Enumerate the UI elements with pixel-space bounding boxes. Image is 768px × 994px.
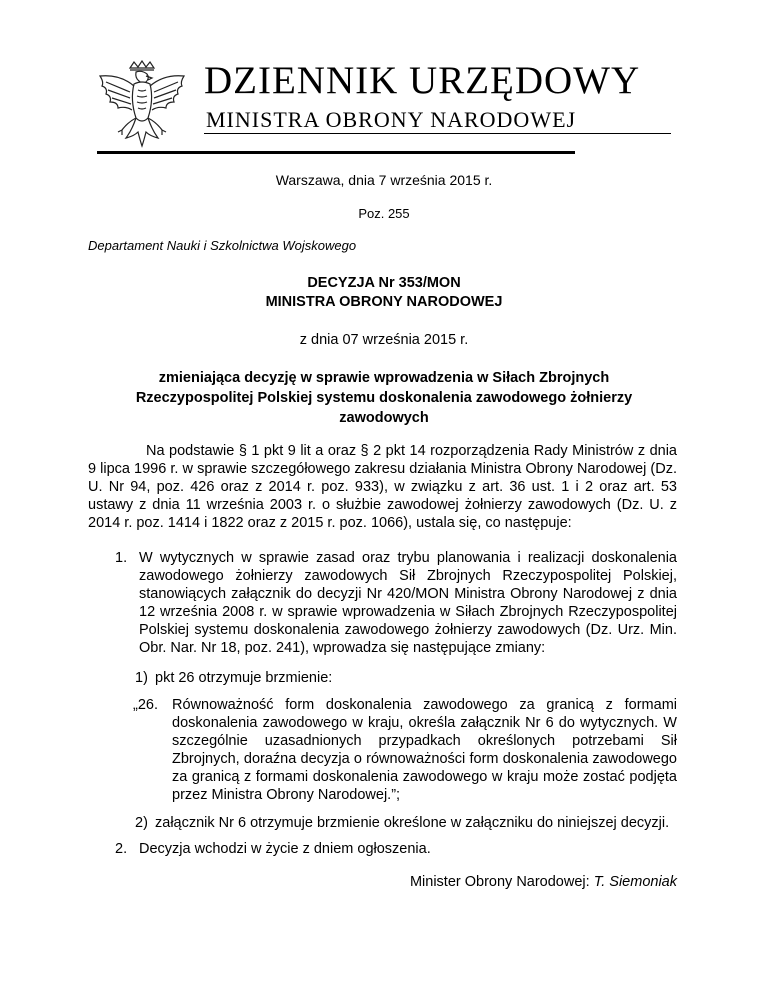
intro-paragraph: Na podstawie § 1 pkt 9 lit a oraz § 2 pkt 14 rozporządzenia Rady Ministrów z dnia 9 lipca 1996 r. w sprawie szczegółowego zakresu działania Ministra Obrony Narodowej (Dz. U. Nr 94, poz. 426 oraz z 2014 r. poz. 933), w związku z art. 36 ust. 1 i 2 oraz art. 53 ustawy z dnia 11 września 2003 r. o służbie zawodowej żołnierzy zawodowych (Dz. U. z 2014 r. poz. 1414 i 1822 oraz z 2015 r. poz. 1066), ustala się, co następuje: [88, 443, 677, 531]
quoted-point-26 [133, 696, 677, 804]
header-divider [97, 151, 575, 154]
masthead-subtitle: MINISTRA OBRONY NARODOWEJ [206, 107, 577, 132]
sub-item-1 [135, 669, 677, 687]
quoted-point-text: Równoważność form doskonalenia zawodowego za granicą z formami doskonalenia zawodowego w kraju, określa załącznik Nr 6 do wytycznych. W szczególnie uzasadnionych przypadkach określonych potrzebami Sił Zbrojnych, doraźna decyzja o równoważności form doskonalenia zawodowego za granicą z formami doskonalenia zawodowego w kraju może zostać podjęta przez Ministra Obrony Narodowej.”; [172, 697, 677, 803]
masthead-divider [204, 133, 671, 134]
sub-item-text: załącznik Nr 6 otrzymuje brzmienie określone w załączniku do niniejszej decyzji. [155, 815, 670, 831]
decision-authority: MINISTRA OBRONY NARODOWEJ [265, 294, 503, 310]
decision-date: z dnia 07 września 2015 r. [299, 332, 469, 348]
sub-item-number: 2) [135, 815, 148, 831]
list-item-number: 2. [115, 841, 128, 857]
signature-name: T. Siemoniak [593, 874, 677, 890]
polish-eagle-emblem-icon [92, 60, 192, 152]
signature [410, 874, 677, 890]
decision-title: DECYZJA Nr 353/MON [307, 275, 461, 291]
sub-item-number: 1) [135, 670, 148, 686]
decision-subject: zmieniająca decyzję w sprawie wprowadzenia w Siłach Zbrojnych Rzeczypospolitej Polskiej systemu doskonalenia zawodowego żołnierzy zawodowych [135, 370, 633, 426]
list-item-text: Decyzja wchodzi w życie z dniem ogłoszenia. [139, 841, 431, 857]
list-item-2 [115, 840, 677, 858]
place-date: Warszawa, dnia 7 września 2015 r. [275, 172, 493, 188]
sub-item-2 [135, 814, 677, 832]
signature-role: Minister Obrony Narodowej: [409, 874, 590, 890]
masthead-title: DZIENNIK URZĘDOWY [204, 59, 641, 102]
department: Departament Nauki i Szkolnictwa Wojskowego [88, 238, 357, 253]
sub-item-text: pkt 26 otrzymuje brzmienie: [155, 670, 333, 686]
list-item-1 [115, 549, 677, 657]
list-item-number: 1. [115, 550, 128, 566]
list-item-text: W wytycznych w sprawie zasad oraz trybu planowania i realizacji doskonalenia zawodowego żołnierzy zawodowych Sił Zbrojnych Rzeczypospolitej Polskiej, stanowiących załącznik do decyzji Nr 420/MON Ministra Obrony Narodowej z dnia 12 września 2008 r. w sprawie wprowadzenia w Siłach Zbrojnych Rzeczypospolitej Polskiej systemu doskonalenia zawodowego żołnierzy zawodowych (Dz. Urz. Min. Obr. Nar. Nr 18, poz. 241), wprowadza się następujące zmiany: [139, 550, 677, 656]
position-number: Poz. 255 [358, 206, 410, 221]
quoted-point-number: „26. [133, 697, 158, 713]
